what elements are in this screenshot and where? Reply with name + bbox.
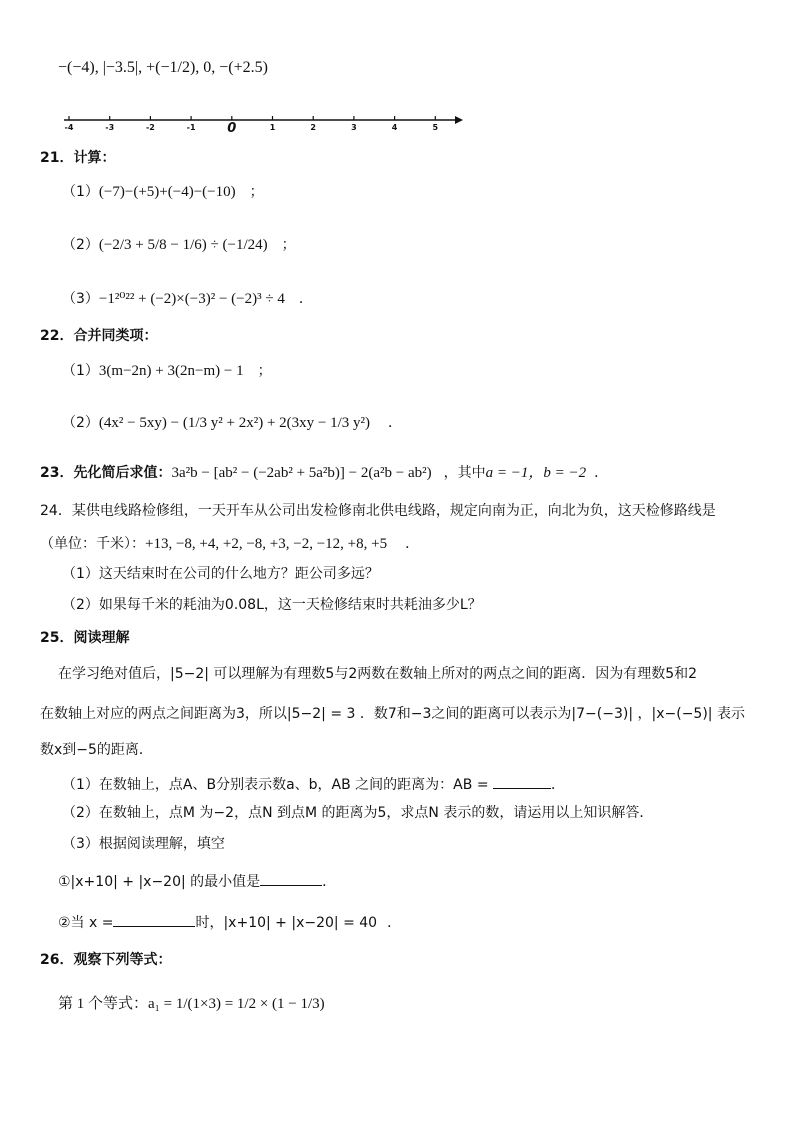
q25-sub1-text: （1）在数轴上，点A、B分别表示数a、b，AB 之间的距离为：AB = bbox=[62, 777, 489, 793]
q23-cond-end: ． bbox=[594, 465, 609, 481]
q22-part2-expr: (4x² − 5xy) − (1/3 y² + 2x²) + 2(3xy − 1/3 y²) bbox=[98, 415, 371, 431]
q22-part2 bbox=[62, 414, 402, 432]
q21-part1-expr: (−7)−(+5)+(−4)−(−10) bbox=[98, 184, 236, 200]
q21-part2-expr: (−2/3 + 5/8 − 1/6) ÷ (−1/24) bbox=[98, 237, 268, 253]
q24-line1: 24．某供电线路检修组，一天开车从公司出发检修南北供电线路，规定向南为正，向北为负，这天检修路线是 bbox=[40, 503, 716, 519]
q23 bbox=[40, 464, 608, 482]
top-expression: −(−4), |−3.5|, +(−1/2), 0, −(+2.5) bbox=[58, 59, 268, 76]
number-line-tick-label: 2 bbox=[310, 123, 316, 132]
number-line-tick-label: -2 bbox=[145, 123, 155, 132]
number-line-tick-label: -3 bbox=[105, 123, 115, 132]
q24-sub1: （1）这天结束时在公司的什么地方？距公司多远？ bbox=[62, 566, 379, 582]
q23-condition: a = −1，b = −2 bbox=[485, 465, 587, 481]
number-line-tick-label: 1 bbox=[269, 123, 276, 132]
q26-title: 26．观察下列等式： bbox=[40, 952, 172, 968]
number-line-tick-label: 4 bbox=[391, 123, 398, 132]
q22-part1-expr: 3(m−2n) + 3(2n−m) − 1 bbox=[98, 363, 244, 379]
q24-line2-end: ． bbox=[405, 536, 420, 552]
q21-title: 21．计算： bbox=[40, 150, 116, 166]
q25-title: 25．阅读理解 bbox=[40, 630, 130, 646]
q22-part1-label: （1） bbox=[62, 363, 99, 379]
q25-sub3: （3）根据阅读理解，填空 bbox=[62, 836, 225, 852]
q23-expr: 3a²b − [ab² − (−2ab² + 5a²b)] − 2(a²b − ab²) bbox=[171, 465, 432, 481]
number-line-tick-label: 0 bbox=[227, 121, 237, 136]
q21-part2-label: （2） bbox=[62, 237, 99, 253]
q21-part2 bbox=[62, 236, 296, 254]
q25-item1-text: ①|x+10| + |x−20| 的最小值是 bbox=[58, 874, 261, 890]
q24-data: +13, −8, +4, +2, −8, +3, −2, −12, +8, +5 bbox=[145, 536, 388, 552]
q21-part3-label: （3） bbox=[62, 291, 99, 307]
q25-para1: 在学习绝对值后，|5−2| 可以理解为有理数5与2两数在数轴上所对的两点之间的距离．因为有理数5和2 bbox=[58, 666, 698, 682]
number-line-tick-label: 5 bbox=[432, 123, 439, 132]
q25-sub1-end: ． bbox=[551, 777, 566, 793]
q22-part1-end: ； bbox=[257, 363, 272, 379]
q25-item2-text: ②当 x = bbox=[58, 915, 114, 931]
q25-para3: 数x到−5的距离． bbox=[40, 742, 153, 758]
q21-part1-label: （1） bbox=[62, 184, 99, 200]
number-line-tick-label: 3 bbox=[351, 123, 357, 132]
q21-part2-end: ； bbox=[281, 237, 296, 253]
q25-item1-answer-blank[interactable] bbox=[260, 871, 322, 886]
q25-item1 bbox=[58, 871, 336, 891]
q25-sub2: （2）在数轴上，点M 为−2，点N 到点M 的距离为5，求点N 表示的数，请运用以上知识解答． bbox=[62, 805, 654, 821]
q25-item1-end: ． bbox=[322, 874, 337, 890]
q25-item2 bbox=[58, 912, 401, 932]
q25-sub1 bbox=[62, 774, 565, 794]
q25-item2-end: ． bbox=[387, 915, 402, 931]
q23-cond-pre: ，其中 bbox=[443, 465, 486, 481]
q21-part3-end: ． bbox=[298, 291, 313, 307]
q25-sub1-answer-blank[interactable] bbox=[493, 774, 551, 789]
q22-part1 bbox=[62, 362, 272, 380]
q23-title: 23．先化简后求值： bbox=[40, 465, 172, 481]
q22-title: 22．合并同类项： bbox=[40, 328, 158, 344]
q25-para2: 在数轴上对应的两点之间距离为3，所以|5−2| = 3 ．数7和−3之间的距离可以表示为|7−(−3)| ，|x−(−5)| 表示 bbox=[40, 706, 745, 722]
number-line-tick-label: -1 bbox=[186, 123, 196, 132]
q21-part1 bbox=[62, 183, 264, 201]
number-line-tick-label: -4 bbox=[64, 123, 74, 132]
q22-part2-end: ． bbox=[388, 415, 403, 431]
q25-item2-answer-blank[interactable] bbox=[113, 912, 195, 927]
q25-item2-mid: 时，|x+10| + |x−20| = 40 bbox=[195, 915, 378, 931]
q24-sub2: （2）如果每千米的耗油为0.08L，这一天检修结束时共耗油多少L？ bbox=[62, 597, 482, 613]
q26-first-equation: 第 1 个等式：a₁ = 1/(1×3) = 1/2 × (1 − 1/3) bbox=[58, 996, 325, 1012]
number-line-ticks bbox=[65, 116, 439, 136]
q21-part3-expr: −1²⁰²² + (−2)×(−3)² − (−2)³ ÷ 4 bbox=[98, 291, 285, 307]
q24-line2 bbox=[40, 535, 419, 553]
number-line-arrow bbox=[455, 116, 463, 124]
q21-part1-end: ； bbox=[249, 184, 264, 200]
q24-line2-pre: （单位：千米）： bbox=[40, 536, 145, 552]
q21-part3 bbox=[62, 290, 313, 308]
q22-part2-label: （2） bbox=[62, 415, 99, 431]
